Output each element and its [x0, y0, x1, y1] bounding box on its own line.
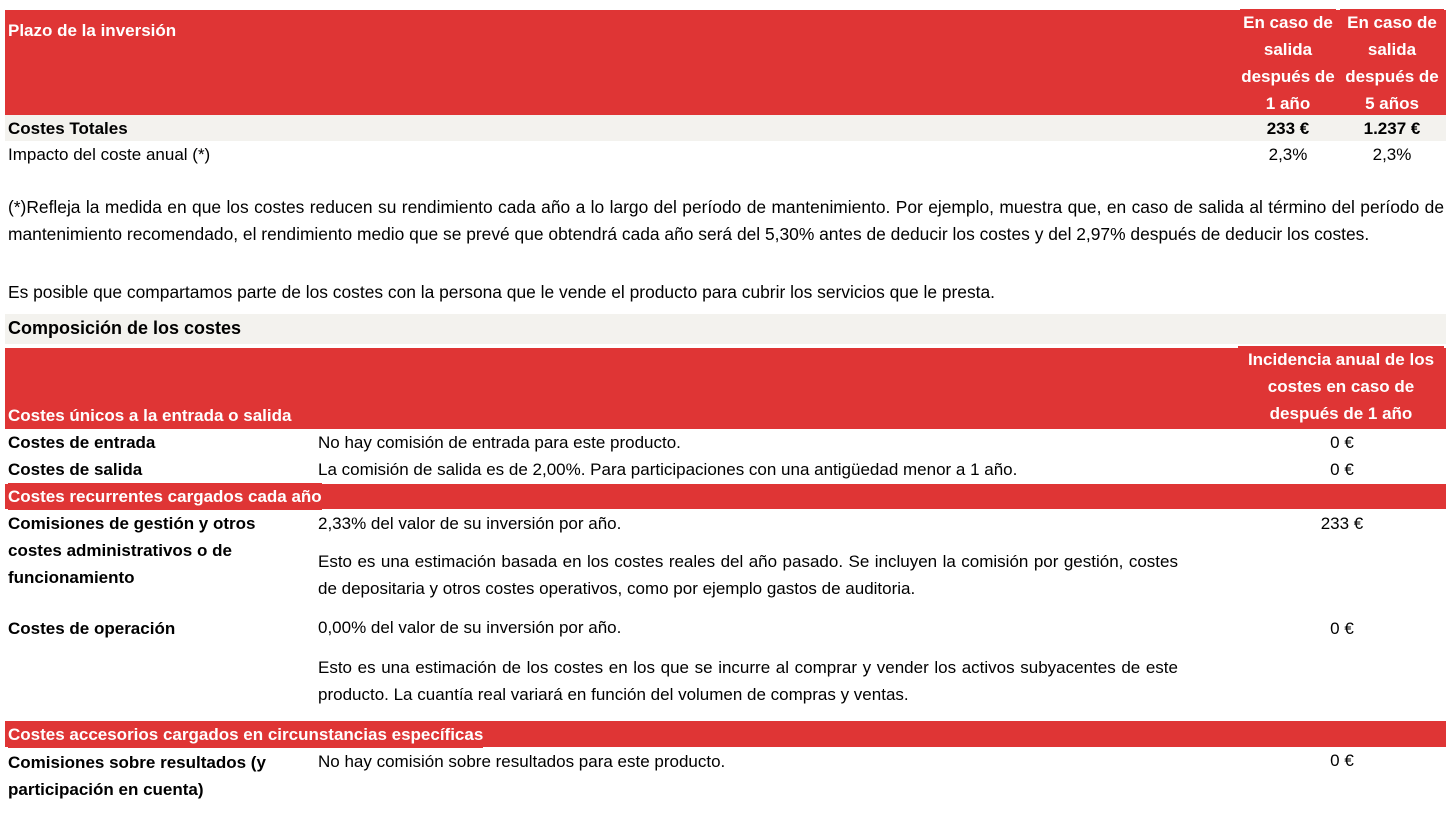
- exit-costs-label: Costes de salida: [8, 460, 143, 479]
- exit-costs-value: 0 €: [1330, 460, 1354, 479]
- incidental-costs-header: Costes accesorios cargados en circunstancias específicas: [8, 721, 483, 748]
- performance-fees-label: Comisiones sobre resultados (y participación en cuenta): [8, 753, 266, 799]
- total-costs-label: Costes Totales: [8, 119, 128, 138]
- exit-1-year-header: En caso de salida después de 1 año: [1240, 9, 1336, 117]
- annual-impact-5y: 2,3%: [1372, 145, 1412, 164]
- operation-costs-explanation: Esto es una estimación de los costes en los que se incurre al comprar y vender los activos subyacentes de este producto. La cuantía real variará en función del volumen de compras y ventas.: [318, 658, 1178, 704]
- performance-fees-value: 0 €: [1330, 751, 1354, 770]
- entry-costs-label: Costes de entrada: [8, 433, 156, 452]
- performance-fees-description: No hay comisión sobre resultados para este producto.: [318, 752, 726, 771]
- operation-costs-value: 0 €: [1330, 619, 1354, 638]
- exit-costs-description: La comisión de salida es de 2,00%. Para participaciones con una antigüedad menor a 1 año.: [318, 460, 1018, 479]
- entry-costs-value: 0 €: [1330, 433, 1354, 452]
- investment-term-label: Plazo de la inversión: [8, 17, 176, 44]
- management-fees-label: Comisiones de gestión y otros costes administrativos o de funcionamiento: [8, 514, 256, 587]
- cost-sharing-note: Es posible que compartamos parte de los costes con la persona que le vende el producto para cubrir los servicios que le presta.: [8, 282, 995, 302]
- management-fees-percentage: 2,33% del valor de su inversión por año.: [318, 514, 622, 533]
- summary-header-row: [5, 10, 1446, 115]
- annual-impact-1y: 2,3%: [1268, 145, 1308, 164]
- footnote-paragraph: (*)Refleja la medida en que los costes reducen su rendimiento cada año a lo largo del período de mantenimiento. Por ejemplo, muestra que, en caso de salida al término del período de mantenimiento recomendado, el rendimiento medio que se prevé que obtendrá cada año será del 5,30% antes de deducir los costes y del 2,97% después de deducir los costes.: [8, 197, 1444, 244]
- operation-costs-percentage: 0,00% del valor de su inversión por año.: [318, 618, 622, 637]
- management-fees-explanation: Esto es una estimación basada en los costes reales del año pasado. Se incluyen la comisión por gestión, costes de depositaria y otros costes operativos, como por ejemplo gastos de auditoria.: [318, 552, 1178, 598]
- total-costs-row: [5, 115, 1446, 141]
- recurring-costs-header: Costes recurrentes cargados cada año: [8, 483, 322, 510]
- annual-impact-label: Impacto del coste anual (*): [8, 145, 211, 164]
- entry-costs-description: No hay comisión de entrada para este producto.: [318, 433, 681, 452]
- composition-title: Composición de los costes: [8, 318, 242, 338]
- oneoff-costs-header: Costes únicos a la entrada o salida: [8, 402, 291, 429]
- annual-incidence-header: Incidencia anual de los costes en caso de después de 1 año: [1238, 346, 1444, 427]
- total-costs-5y: 1.237 €: [1363, 119, 1421, 138]
- total-costs-1y: 233 €: [1266, 119, 1310, 138]
- operation-costs-label: Costes de operación: [8, 619, 176, 638]
- exit-5-years-header: En caso de salida después de 5 años: [1340, 9, 1444, 117]
- management-fees-value: 233 €: [1320, 514, 1364, 533]
